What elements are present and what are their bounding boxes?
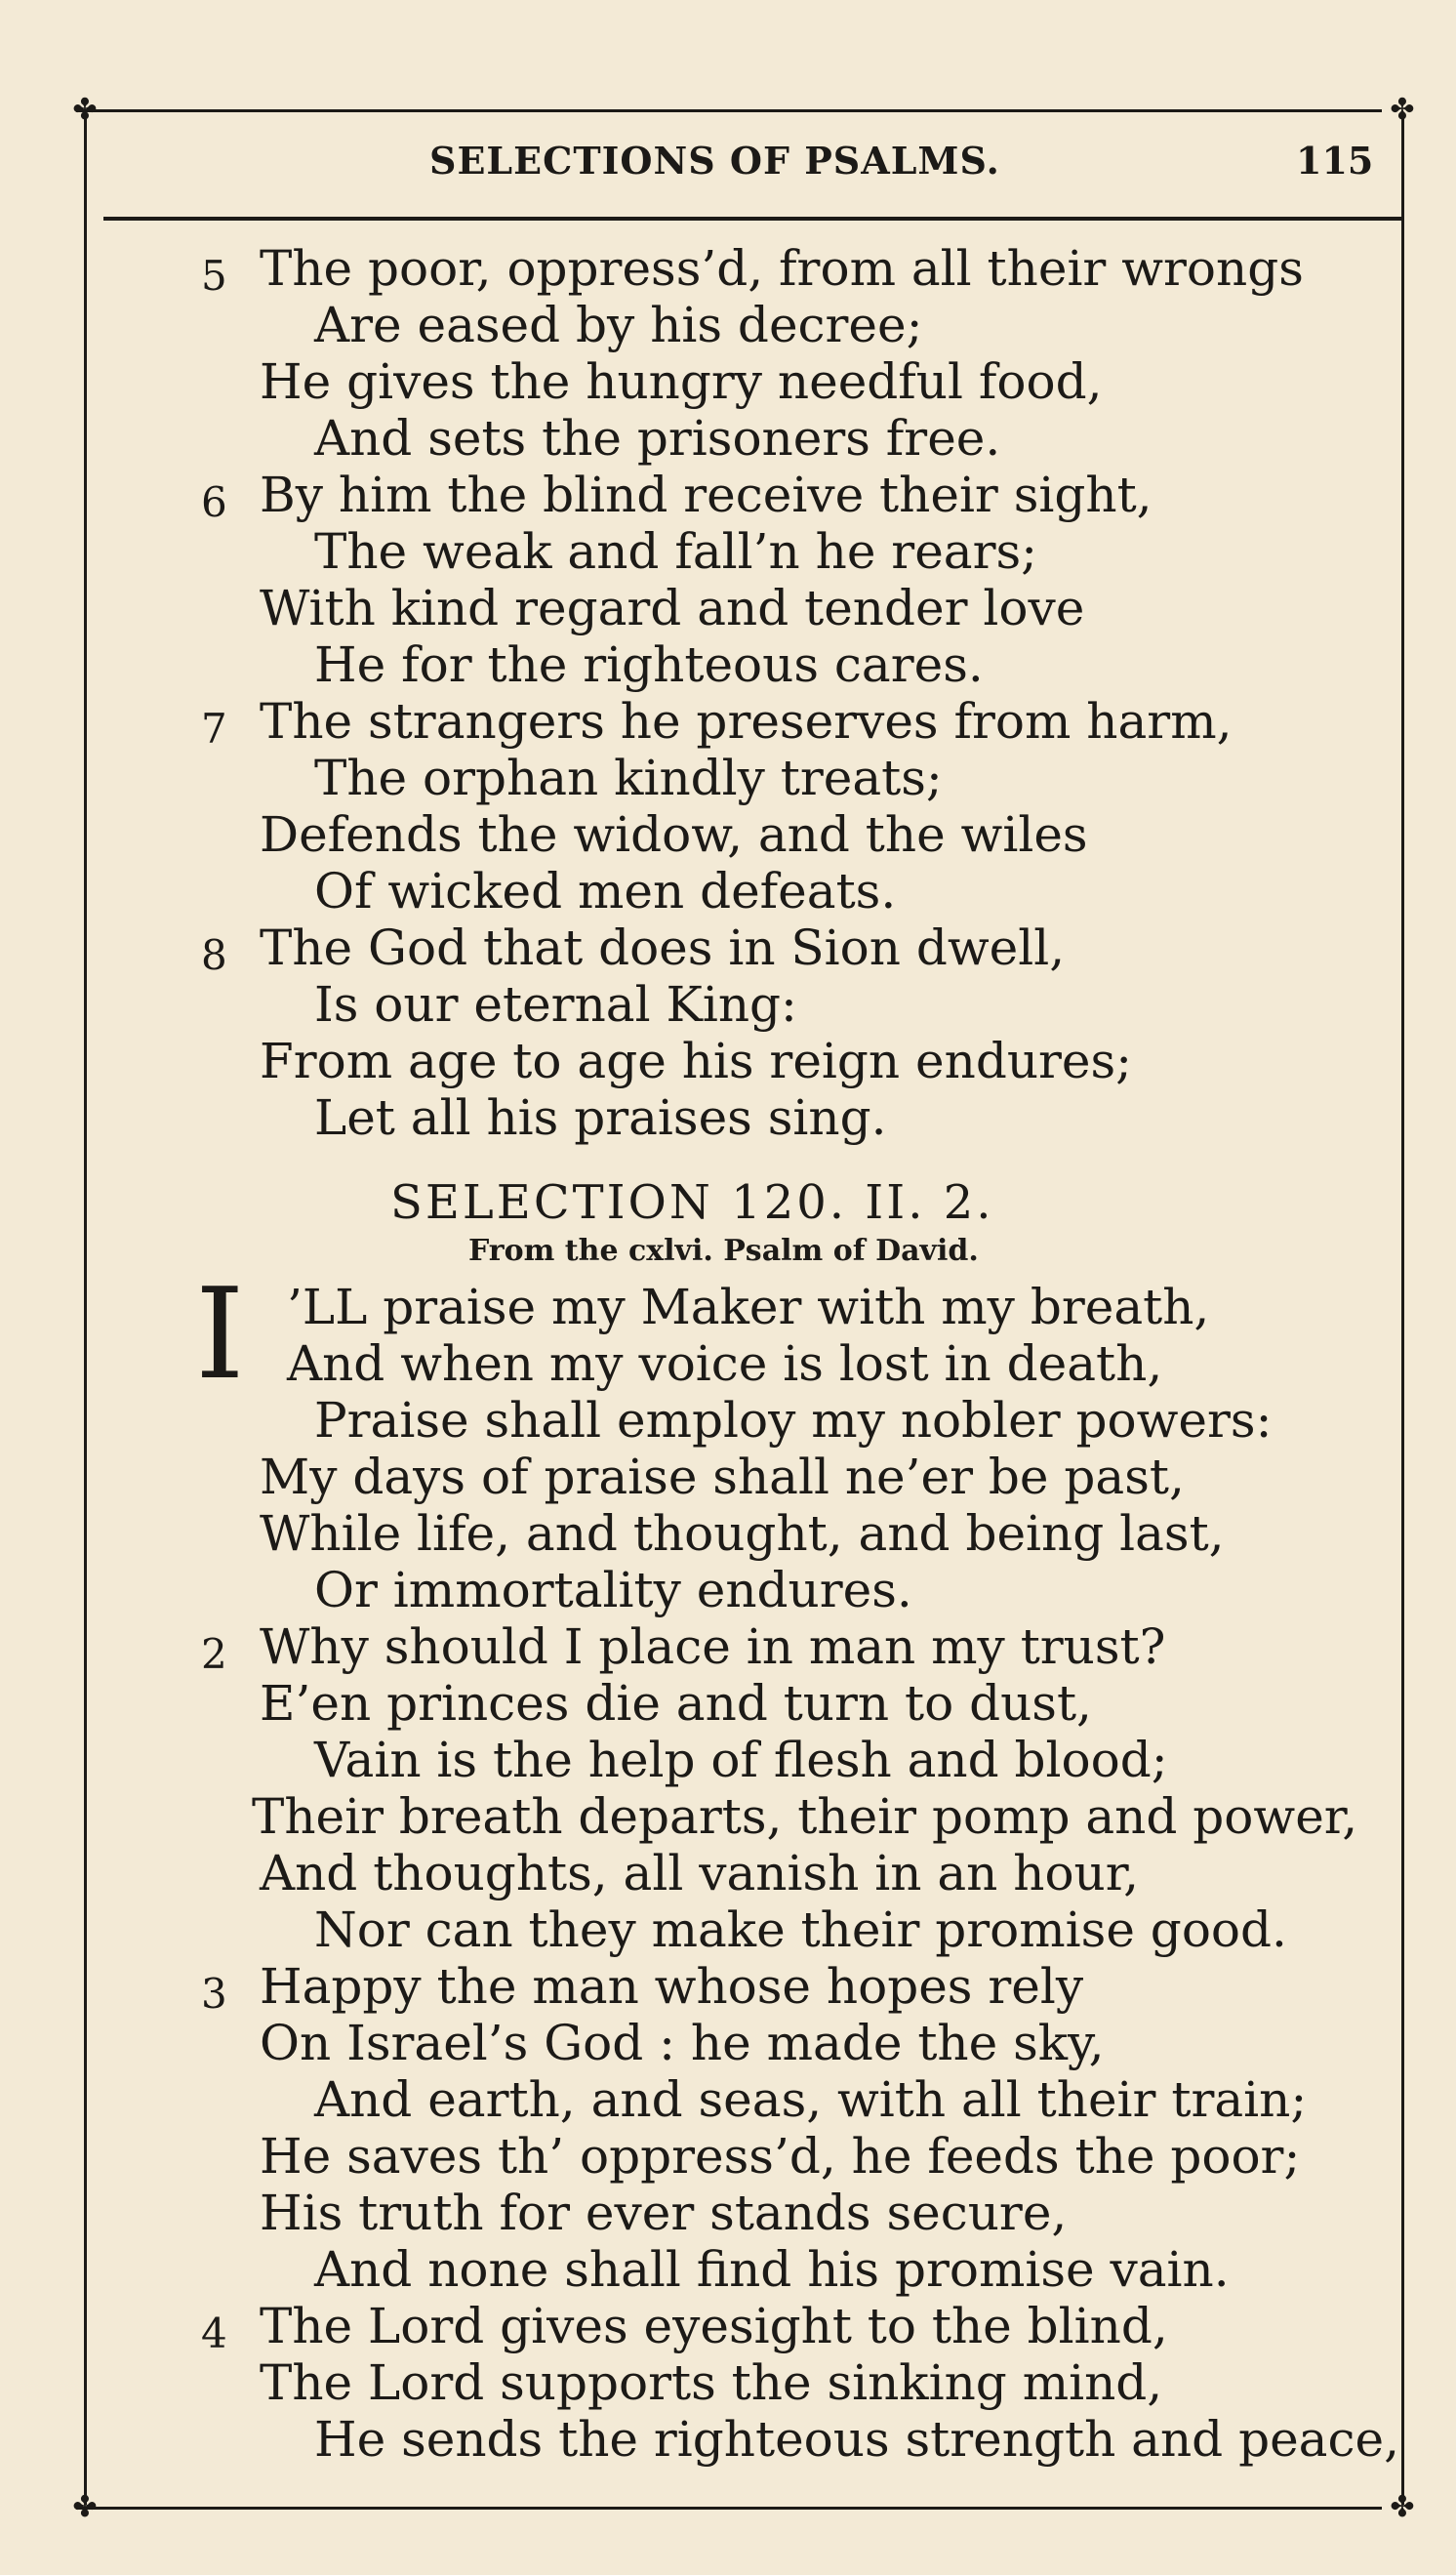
verse-line: The strangers he preserves from harm, <box>260 693 1233 750</box>
verse-line: And when my voice is lost in death, <box>287 1335 1163 1392</box>
verse-line: The weak and fall’n he rears; <box>314 523 1038 580</box>
selection-title: SELECTION 120. II. 2. <box>390 1175 994 1230</box>
left-border <box>84 115 87 2505</box>
verse-number: 7 <box>201 705 227 753</box>
verse-line: And thoughts, all vanish in an hour, <box>260 1845 1140 1901</box>
verse-line: The Lord gives eyesight to the blind, <box>260 2298 1168 2354</box>
verse-line: Let all his praises sing. <box>314 1089 887 1146</box>
page-number: 115 <box>1296 139 1374 183</box>
verse-line: His truth for ever stands secure, <box>260 2185 1068 2241</box>
verse-line: He saves th’ oppress’d, he feeds the poor; <box>260 2128 1301 2185</box>
ornament-bottom-left-icon: ✤ <box>72 2490 98 2524</box>
verse-line: By him the blind receive their sight, <box>260 467 1153 523</box>
verse-number: 6 <box>201 478 227 526</box>
verse-line: And none shall find his promise vain. <box>314 2241 1230 2298</box>
ornament-top-right-icon: ✤ <box>1390 93 1415 127</box>
verse-line: Are eased by his decree; <box>314 297 923 353</box>
verse-line: He gives the hungry needful food, <box>260 353 1103 410</box>
running-head: SELECTIONS OF PSALMS. <box>429 139 1000 183</box>
verse-number: 4 <box>201 2309 227 2357</box>
verse-line: From age to age his reign endures; <box>260 1033 1133 1089</box>
right-border <box>1401 115 1404 2505</box>
top-rule <box>76 109 1382 112</box>
ornament-top-left-icon: ✤ <box>72 93 98 127</box>
verse-line: While life, and thought, and being last, <box>260 1505 1225 1562</box>
selection-subtitle: From the cxlvi. Psalm of David. <box>468 1234 979 1268</box>
verse-line: The orphan kindly treats; <box>314 750 943 806</box>
verse-line: Vain is the help of flesh and blood; <box>314 1732 1168 1788</box>
verse-line: Of wicked men defeats. <box>314 863 897 920</box>
verse-line: Why should I place in man my trust? <box>260 1618 1166 1675</box>
verse-line: The God that does in Sion dwell, <box>260 920 1066 976</box>
verse-line: E’en princes die and turn to dust, <box>260 1675 1092 1732</box>
verse-line: Praise shall employ my nobler powers: <box>314 1392 1273 1449</box>
header-rule <box>103 217 1401 221</box>
verse-line: With kind regard and tender love <box>260 580 1085 636</box>
drop-cap: I <box>195 1262 245 1408</box>
verse-line: The poor, oppress’d, from all their wrongs <box>260 240 1304 297</box>
verse-number: 3 <box>201 1970 227 2018</box>
verse-line: The Lord supports the sinking mind, <box>260 2354 1163 2411</box>
verse-line: Defends the widow, and the wiles <box>260 806 1088 863</box>
bottom-rule <box>76 2507 1382 2510</box>
verse-line: And sets the prisoners free. <box>314 410 1001 467</box>
verse-number: 8 <box>201 931 227 979</box>
verse-line: He sends the righteous strength and peace, <box>314 2411 1399 2468</box>
verse-line: He for the righteous cares. <box>314 636 984 693</box>
verse-line: On Israel’s God : he made the sky, <box>260 2015 1105 2071</box>
verse-line: Nor can they make their promise good. <box>314 1901 1287 1958</box>
ornament-bottom-right-icon: ✤ <box>1390 2490 1415 2524</box>
verse-line: Happy the man whose hopes rely <box>260 1958 1084 2015</box>
verse-line: Is our eternal King: <box>314 976 797 1033</box>
verse-number: 2 <box>201 1630 227 1678</box>
verse-line: ’LL praise my Maker with my breath, <box>287 1279 1210 1335</box>
verse-line: And earth, and seas, with all their train; <box>314 2071 1308 2128</box>
verse-number: 5 <box>201 252 227 300</box>
verse-line: Their breath departs, their pomp and power, <box>252 1788 1358 1845</box>
verse-line: Or immortality endures. <box>314 1562 912 1618</box>
verse-line: My days of praise shall ne’er be past, <box>260 1449 1185 1505</box>
